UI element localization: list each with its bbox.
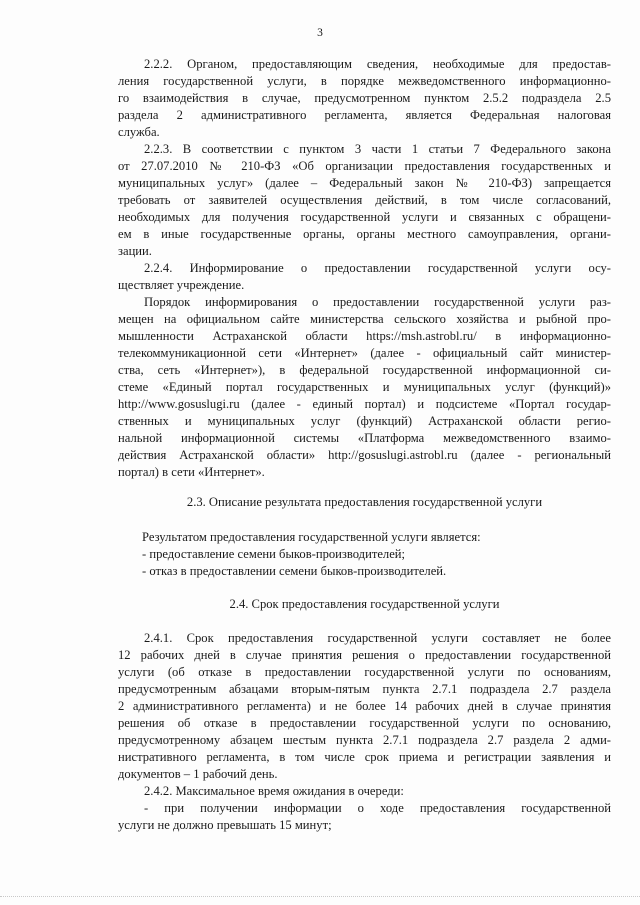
text-line: предусмотренному абзацем шестым пункта 2.7.1 подраздела 2.7 раздела 2 адми- <box>118 733 611 747</box>
text-line: необходимых для получения государственной услуги и связанных с обращени- <box>118 210 611 224</box>
page-number: 3 <box>317 27 323 39</box>
text-line: Порядок информирования о предоставлении государственной услуги раз- <box>144 295 611 309</box>
text-line: стеме «Единый портал государственных и муниципальных услуг (функций)» <box>118 380 611 394</box>
text-line: Результатом предоставления государственной услуги является: <box>142 530 481 544</box>
text-line: нальной информационной системы «Платформа межведомственного взаимо- <box>118 431 611 445</box>
text-line: раздела 2 административного регламента, является Федеральная налоговая <box>118 108 611 122</box>
text-line: портал) в сети «Интернет». <box>118 465 265 479</box>
text-line: го взаимодействия в случае, предусмотренном пунктом 2.5.2 подраздела 2.5 <box>118 91 611 105</box>
text-line: 2 административного регламента) и не более 14 рабочих дней в случае принятия <box>118 699 611 713</box>
text-line: служба. <box>118 125 160 139</box>
list-item: - предоставление семени быков-производителей; <box>142 547 406 561</box>
text-line: услуги не должно превышать 15 минут; <box>118 818 332 832</box>
text-line: мещен на официальном сайте министерства сельского хозяйства и рыбной про- <box>118 312 611 326</box>
text-line: 2.2.3. В соответствии с пунктом 3 части 1 статьи 7 Федерального закона <box>144 142 611 156</box>
text-line: предусмотренным абзацами вторым-пятым пункта 2.7.1 подраздела 2.7 раздела <box>118 682 611 696</box>
text-line: муниципальных услуг» (далее – Федеральный закон № 210-ФЗ) запрещается <box>118 176 611 190</box>
section-heading: 2.3. Описание результата предоставления государственной услуги <box>186 495 543 509</box>
text-line: ществляет учреждение. <box>118 278 245 292</box>
text-line: ем в иные государственные органы, органы местного самоуправления, органи- <box>118 227 611 241</box>
text-line: телекоммуникационной сети «Интернет» (далее - официальный сайт министер- <box>118 346 611 360</box>
bottom-divider <box>0 896 640 897</box>
text-line: от 27.07.2010 № 210-ФЗ «Об организации предоставления государственных и <box>118 159 611 173</box>
section-heading: 2.4. Срок предоставления государственной услуги <box>229 597 500 611</box>
text-line: 2.2.2. Органом, предоставляющим сведения, необходимые для предостав- <box>144 57 611 71</box>
text-line: действия Астраханской области» http://gosuslugi.astrobl.ru (далее - региональный <box>118 448 611 462</box>
list-item: - отказ в предоставлении семени быков-производителей. <box>142 564 447 578</box>
text-line: 2.4.2. Максимальное время ожидания в очереди: <box>144 784 404 798</box>
text-line: http://www.gosuslugi.ru (далее - единый портал) и подсистеме «Портал государ- <box>118 397 611 411</box>
text-line: ления государственной услуги, в порядке межведомственного информационно- <box>118 74 611 88</box>
text-line: 2.2.4. Информирование о предоставлении государственной услуги осу- <box>144 261 611 275</box>
text-line: нистративного регламента, в том числе срок приема и регистрации заявления и <box>118 750 611 764</box>
text-line: ственных и муниципальных услуг (функций) Астраханской области регио- <box>118 414 611 428</box>
list-item: - при получении информации о ходе предоставления государственной <box>144 801 611 815</box>
text-line: ства, сеть «Интернет»), в федеральной государственной информационной си- <box>118 363 611 377</box>
text-line: требовать от заявителей осуществления действий, в том числе согласований, <box>118 193 611 207</box>
text-line: зации. <box>118 244 152 258</box>
text-line: документов – 1 рабочий день. <box>118 767 278 781</box>
text-line: 2.4.1. Срок предоставления государственной услуги составляет не более <box>144 631 611 645</box>
text-line: 12 рабочих дней в случае принятия решения о предоставлении государственной <box>118 648 611 662</box>
text-line: мышленности Астраханской области https://msh.astrobl.ru/ в информационно- <box>118 329 611 343</box>
text-line: решения об отказе в предоставлении государственной услуги по основанию, <box>118 716 611 730</box>
text-line: услуги (об отказе в предоставлении государственной услуги по основаниям, <box>118 665 611 679</box>
